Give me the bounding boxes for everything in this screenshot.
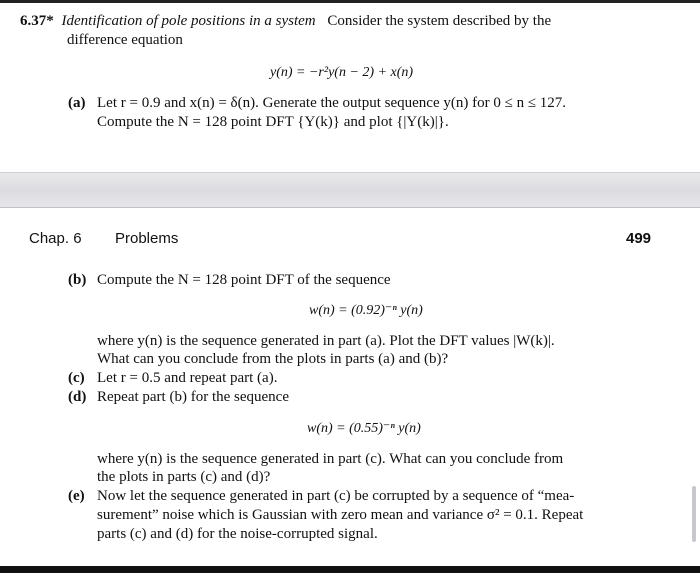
page-gap	[0, 172, 700, 208]
part-e-line1: Now let the sequence generated in part (c) be corrupted by a sequence of “mea-	[97, 488, 575, 504]
part-d-equation: w(n) = (0.55)⁻ⁿ y(n)	[307, 421, 421, 436]
part-b-line2: where y(n) is the sequence generated in part (a). Plot the DFT values |W(k)|.	[97, 333, 555, 349]
part-b-line3: What can you conclude from the plots in parts (a) and (b)?	[97, 351, 449, 367]
page-upper	[0, 3, 700, 173]
bottom-edge-bar	[0, 566, 700, 573]
part-b-equation: w(n) = (0.92)⁻ⁿ y(n)	[309, 303, 423, 318]
part-e-label: (e)	[68, 488, 85, 504]
problem-intro: Consider the system described by the	[327, 13, 552, 29]
part-c-label: (c)	[68, 370, 85, 386]
problem-intro-line2: difference equation	[67, 32, 183, 48]
page-number: 499	[626, 230, 652, 247]
part-d-line2: where y(n) is the sequence generated in part (c). What can you conclude from	[97, 451, 564, 467]
part-d-line1: Repeat part (b) for the sequence	[97, 389, 289, 405]
problem-number: 6.37*	[20, 13, 54, 29]
part-a-label: (a)	[68, 95, 86, 111]
part-e-line3: parts (c) and (d) for the noise-corrupted signal.	[97, 526, 378, 542]
page-lower	[0, 208, 700, 570]
part-a-line2: Compute the N = 128 point DFT {Y(k)} and plot {|Y(k)|}.	[97, 114, 449, 130]
part-d-label: (d)	[68, 389, 87, 405]
part-c-text: Let r = 0.5 and repeat part (a).	[97, 370, 278, 386]
problem-heading	[20, 12, 551, 30]
difference-equation: y(n) = −r²y(n − 2) + x(n)	[270, 65, 414, 80]
scrollbar-thumb[interactable]	[692, 486, 696, 542]
problem-title: Identification of pole positions in a system	[61, 13, 316, 29]
chapter-label: Chap. 6	[29, 230, 82, 247]
part-b-label: (b)	[68, 272, 87, 288]
part-e-line2: surement” noise which is Gaussian with zero mean and variance σ² = 0.1. Repeat	[97, 507, 584, 523]
section-label: Problems	[115, 230, 179, 247]
part-b-line1: Compute the N = 128 point DFT of the sequence	[97, 272, 391, 288]
part-d-line3: the plots in parts (c) and (d)?	[97, 469, 271, 485]
part-a-line1: Let r = 0.9 and x(n) = δ(n). Generate the output sequence y(n) for 0 ≤ n ≤ 127.	[97, 95, 567, 111]
